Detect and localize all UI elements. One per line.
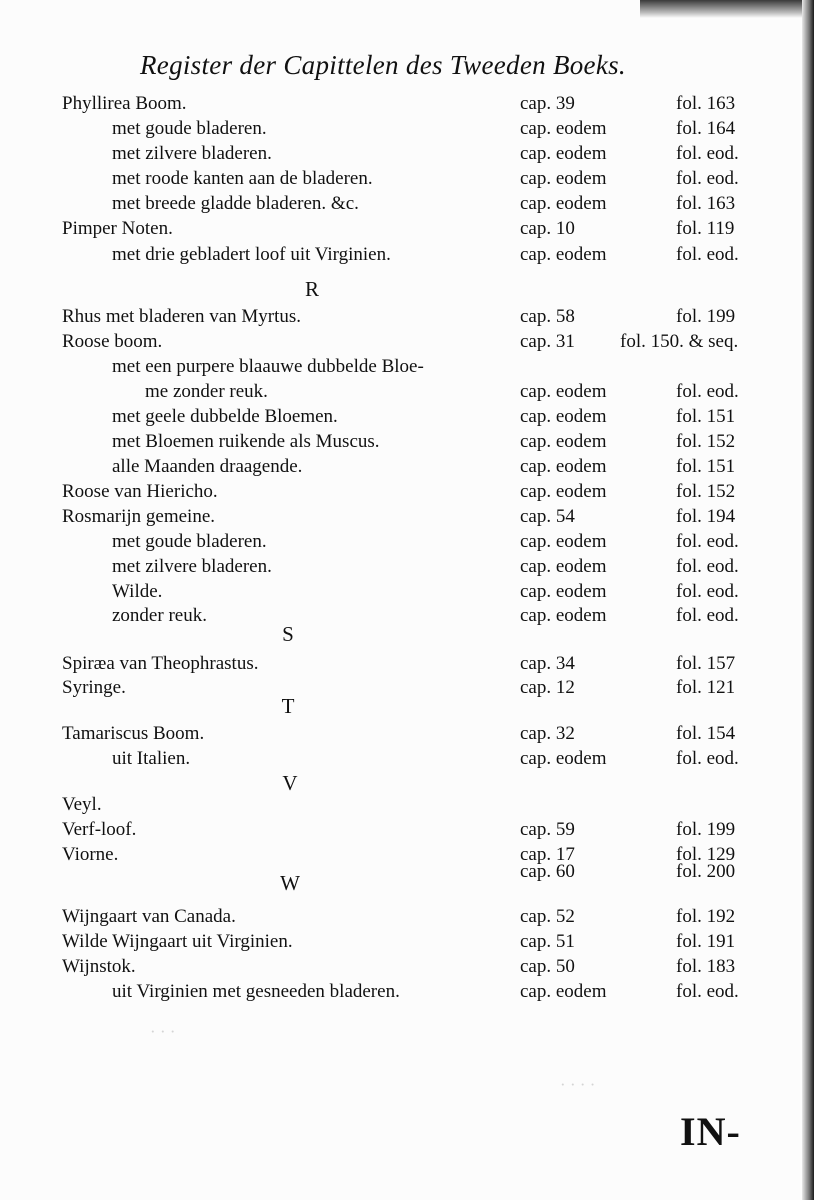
entry-name: met zilvere bladeren.	[112, 556, 272, 577]
entry-folio: fol. 200	[676, 861, 736, 882]
entry-name: Syringe.	[62, 677, 126, 698]
entry-chapter: cap. 60	[520, 861, 575, 882]
register-entry	[0, 480, 790, 504]
entry-chapter: cap. 31	[520, 331, 575, 352]
register-entry	[0, 330, 790, 354]
entry-name: Veyl.	[62, 794, 102, 815]
entry-folio: fol. eod.	[676, 381, 739, 402]
register-entry	[0, 555, 790, 579]
register-entry	[0, 860, 790, 884]
register-entry	[0, 455, 790, 479]
register-entry	[0, 955, 790, 979]
register-entry	[0, 722, 790, 746]
entry-name: Wilde.	[112, 581, 163, 602]
register-entry	[0, 747, 790, 771]
register-entry	[0, 505, 790, 529]
section-letter-w: W	[280, 871, 300, 895]
entry-chapter: cap. eodem	[520, 981, 607, 1002]
entry-name: me zonder reuk.	[145, 381, 268, 402]
catchword: IN-	[680, 1109, 741, 1154]
entry-folio: fol. 119	[676, 218, 735, 239]
register-entry	[0, 117, 790, 141]
entry-chapter: cap. eodem	[520, 193, 607, 214]
entry-chapter: cap. eodem	[520, 556, 607, 577]
entry-chapter: cap. 58	[520, 306, 575, 327]
entry-name: alle Maanden draagende.	[112, 456, 303, 477]
entry-folio: fol. 152	[676, 481, 736, 502]
register-entry	[0, 793, 790, 817]
entry-name: met drie gebladert loof uit Virginien.	[112, 244, 391, 265]
entry-chapter: cap. eodem	[520, 531, 607, 552]
entry-name: uit Virginien met gesneeden bladeren.	[112, 981, 400, 1002]
entry-chapter: cap. eodem	[520, 481, 607, 502]
entry-folio: fol. 194	[676, 506, 736, 527]
entry-chapter: cap. 12	[520, 677, 575, 698]
register-entry	[0, 676, 790, 700]
entry-name: met roode kanten aan de bladeren.	[112, 168, 373, 189]
entry-folio: fol. eod.	[676, 581, 739, 602]
entry-name: Spiræa van Theophrastus.	[62, 653, 259, 674]
entry-chapter: cap. eodem	[520, 605, 607, 626]
entry-chapter: cap. eodem	[520, 406, 607, 427]
entry-name: Rosmarijn gemeine.	[62, 506, 216, 527]
register-entry	[0, 604, 790, 628]
register-entry	[0, 580, 790, 604]
entry-chapter: cap. eodem	[520, 244, 607, 265]
entry-chapter: cap. 51	[520, 931, 575, 952]
entry-chapter: cap. 32	[520, 723, 575, 744]
entry-name: met breede gladde bladeren. &c.	[112, 193, 359, 214]
entry-name: Verf-loof.	[62, 819, 137, 840]
register-entry	[0, 243, 790, 267]
entry-chapter: cap. eodem	[520, 168, 607, 189]
entry-name: met zilvere bladeren.	[112, 143, 272, 164]
entry-folio: fol. 199	[676, 819, 736, 840]
entry-name: Rhus met bladeren van Myrtus.	[62, 306, 302, 327]
entry-folio: fol. eod.	[676, 143, 739, 164]
entry-chapter: cap. 54	[520, 506, 575, 527]
entry-folio: fol. 150. & seq.	[620, 331, 739, 352]
register-entry	[0, 652, 790, 676]
entry-folio: fol. 154	[676, 723, 736, 744]
register-entry	[0, 142, 790, 166]
entry-folio: fol. 163	[676, 193, 736, 214]
entry-folio: fol. eod.	[676, 605, 739, 626]
entry-folio: fol. 191	[676, 931, 736, 952]
register-entry	[0, 192, 790, 216]
entry-chapter: cap. eodem	[520, 118, 607, 139]
entry-folio: fol. 151	[676, 456, 736, 477]
entry-folio: fol. 199	[676, 306, 736, 327]
register-entry	[0, 355, 790, 379]
section-letter-t: T	[281, 694, 295, 718]
entry-name: Tamariscus Boom.	[62, 723, 205, 744]
entry-chapter: cap. eodem	[520, 381, 607, 402]
entry-folio: fol. 183	[676, 956, 736, 977]
register-entry	[0, 167, 790, 191]
entry-chapter: cap. eodem	[520, 143, 607, 164]
section-letter-v: V	[282, 771, 298, 795]
register-entry	[0, 380, 790, 404]
entry-name: met geele dubbelde Bloemen.	[112, 406, 338, 427]
entry-folio: fol. eod.	[676, 531, 739, 552]
page-header: Register der Capittelen des Tweeden Boeks.	[140, 50, 626, 80]
register-entry	[0, 905, 790, 929]
register-entry	[0, 980, 790, 1004]
entry-chapter: cap. eodem	[520, 431, 607, 452]
register-entry	[0, 305, 790, 329]
entry-chapter: cap. 17	[520, 844, 575, 865]
entry-folio: fol. eod.	[676, 748, 739, 769]
entry-chapter: cap. eodem	[520, 456, 607, 477]
entry-chapter: cap. eodem	[520, 748, 607, 769]
entry-folio: fol. 163	[676, 93, 736, 114]
entry-name: met goude bladeren.	[112, 531, 267, 552]
entry-name: Wijngaart van Canada.	[62, 906, 236, 927]
entry-name: uit Italien.	[112, 748, 191, 769]
entry-name: Roose van Hiericho.	[62, 481, 218, 502]
section-letter-s: S	[282, 622, 294, 646]
entry-name: met Bloemen ruikende als Muscus.	[112, 431, 380, 452]
entry-chapter: cap. 34	[520, 653, 575, 674]
entry-name: met goude bladeren.	[112, 118, 267, 139]
entry-folio: fol. 152	[676, 431, 736, 452]
register-entry	[0, 217, 790, 241]
register-entry	[0, 430, 790, 454]
entry-chapter: cap. 50	[520, 956, 575, 977]
entry-folio: fol. eod.	[676, 168, 739, 189]
register-entry	[0, 92, 790, 116]
entry-folio: fol. 121	[676, 677, 736, 698]
entry-folio: fol. 164	[676, 118, 736, 139]
entry-name: Pimper Noten.	[62, 218, 173, 239]
register-entry	[0, 818, 790, 842]
section-letter-r: R	[304, 277, 319, 301]
entry-name: Wilde Wijngaart uit Virginien.	[62, 931, 293, 952]
entry-chapter: cap. 52	[520, 906, 575, 927]
entry-folio: fol. 151	[676, 406, 736, 427]
entry-folio: fol. 192	[676, 906, 736, 927]
entry-folio: fol. 157	[676, 653, 736, 674]
entry-name: Roose boom.	[62, 331, 163, 352]
entry-chapter: cap. eodem	[520, 581, 607, 602]
entry-chapter: cap. 39	[520, 93, 575, 114]
entry-name: met een purpere blaauwe dubbelde Bloe-	[112, 356, 424, 377]
entry-folio: fol. 129	[676, 844, 736, 865]
entry-name: zonder reuk.	[112, 605, 207, 626]
entry-folio: fol. eod.	[676, 556, 739, 577]
entry-folio: fol. eod.	[676, 244, 739, 265]
entry-chapter: cap. 10	[520, 218, 575, 239]
register-entry	[0, 930, 790, 954]
bleed-through: · · · ·	[560, 1075, 596, 1094]
register-entry	[0, 530, 790, 554]
register-entry	[0, 405, 790, 429]
bleed-through: · · ·	[150, 1022, 176, 1041]
entry-name: Viorne.	[62, 844, 119, 865]
entry-chapter: cap. 59	[520, 819, 575, 840]
entry-name: Wijnstok.	[62, 956, 136, 977]
entry-folio: fol. eod.	[676, 981, 739, 1002]
entry-name: Phyllirea Boom.	[62, 93, 187, 114]
